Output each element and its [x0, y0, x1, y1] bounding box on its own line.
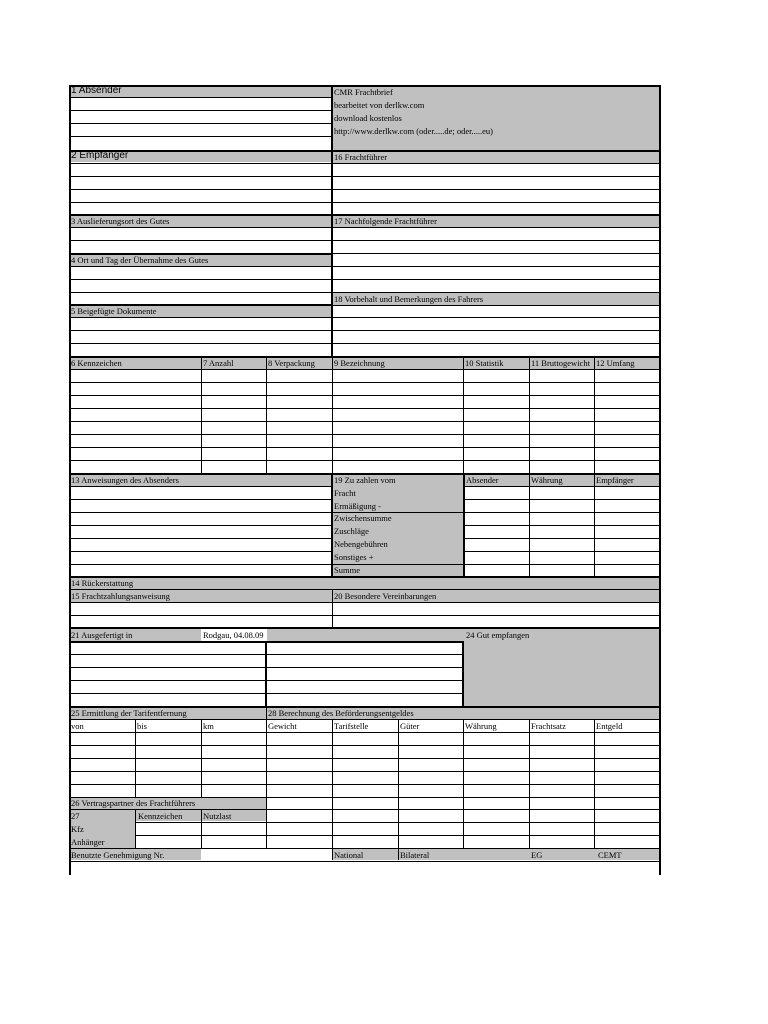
ausgefertigt-value: Rodgau, 04.08.09 [203, 630, 264, 640]
rule [70, 227, 660, 228]
zu-zahlen-label: 19 Zu zahlen vom [334, 475, 396, 485]
tariff-header-tarifstelle: Tarifstelle [334, 721, 369, 731]
genehmigung-label: Benutzte Genehmigung Nr. [71, 850, 165, 860]
nachfolgende-frachtfuehrer-label: 17 Nachfolgende Frachtführer [334, 216, 437, 226]
divider-vertical [331, 473, 333, 577]
divider-vertical [265, 641, 267, 707]
column-rule [332, 720, 333, 860]
goods-header-statistik: 10 Statistik [465, 358, 504, 368]
absender-label: 1 Absender [71, 85, 122, 96]
charge-summe: Summe [334, 565, 360, 575]
rule [70, 602, 660, 603]
rule [70, 447, 660, 448]
rule [464, 538, 660, 539]
column-rule [594, 474, 595, 577]
rule [464, 486, 660, 487]
vehicle-anhaenger: Anhänger [71, 837, 105, 847]
column-rule [266, 707, 267, 848]
column-rule [529, 357, 530, 473]
rule [332, 305, 660, 306]
rule [70, 771, 660, 772]
rule [70, 330, 660, 331]
column-rule [529, 474, 530, 577]
anweisungen-label: 13 Anweisungen des Absenders [71, 475, 179, 485]
tarifentfernung-label: 25 Ermittlung der Tarifentfernung [71, 708, 187, 718]
divider-vertical [462, 641, 464, 707]
rule [464, 525, 660, 526]
column-rule [201, 809, 202, 848]
column-rule [398, 720, 399, 860]
permit-bilateral: Bilateral [400, 850, 430, 860]
rueckerstattung-band [70, 577, 660, 589]
rule [70, 460, 660, 461]
rueckerstattung-label: 14 Rückerstattung [71, 578, 134, 588]
permit-national: National [334, 850, 364, 860]
cmr-publisher: bearbeitet von derlkw.com [334, 100, 425, 110]
column-rule [529, 720, 530, 848]
rule [70, 745, 660, 746]
goods-header-verpackung: 8 Verpackung [268, 358, 315, 368]
tariff-header-waehrung: Währung [465, 721, 497, 731]
rule [70, 110, 332, 111]
rule [70, 136, 332, 137]
rule [70, 693, 464, 694]
column-rule [201, 720, 202, 797]
rule [464, 551, 660, 552]
tariff-header-gewicht: Gewicht [268, 721, 297, 731]
charge-zuschlaege: Zuschläge [334, 526, 369, 536]
tariff-header-bis: bis [137, 721, 147, 731]
rule [70, 538, 332, 539]
goods-header-bruttogewicht: 11 Bruttogewicht [531, 358, 590, 368]
vehicle-header-kennzeichen: Kennzeichen [138, 811, 183, 821]
charge-nebengebuehren: Nebengebühren [334, 539, 388, 549]
section-rule [70, 576, 660, 578]
column-rule [266, 357, 267, 473]
frachtzahlung-label: 15 Frachtzahlungsanweisung [71, 591, 170, 601]
rule [70, 434, 660, 435]
rule [70, 525, 332, 526]
frame-right [659, 85, 661, 875]
rule [70, 240, 660, 241]
column-rule [135, 809, 136, 848]
column-rule [135, 720, 136, 797]
column-rule [332, 357, 333, 473]
column-rule [594, 720, 595, 848]
section-rule [70, 627, 660, 629]
vertragspartner-label: 26 Vertragspartner des Frachtführers [71, 798, 196, 808]
rule [70, 861, 660, 862]
empfaenger-label: 2 Empfänger [71, 150, 129, 161]
rule [332, 253, 660, 254]
rule [70, 369, 660, 370]
rule [70, 758, 660, 759]
rule [70, 784, 660, 785]
rule [70, 266, 660, 267]
rule [70, 408, 660, 409]
charge-ermaessigung: Ermäßigung - [334, 501, 381, 511]
divider-vertical [331, 85, 333, 357]
section-rule [70, 641, 464, 643]
goods-header-kennzeichen: 6 Kennzeichen [71, 358, 122, 368]
column-rule [332, 590, 333, 628]
cmr-download-note: download kostenlos [334, 113, 402, 123]
goods-header-bezeichnung: 9 Bezeichnung [334, 358, 385, 368]
rule [70, 551, 332, 552]
rule [70, 421, 660, 422]
vehicle-kfz: Kfz [71, 824, 84, 834]
vorbehalt-label: 18 Vorbehalt und Bemerkungen des Fahrers [334, 294, 484, 304]
ausgefertigt-label: 21 Ausgefertigt in [71, 630, 133, 640]
rule [70, 202, 660, 203]
charge-sonstiges: Sonstiges + [334, 552, 374, 562]
charge-zwischensumme: Zwischensumme [334, 513, 392, 523]
permit-cemt: CEMT [598, 850, 622, 860]
rule [70, 279, 660, 280]
column-rule [201, 357, 202, 473]
column-rule [463, 357, 464, 473]
vehicle-header-nutzlast: Nutzlast [203, 811, 232, 821]
payer-empfaenger: Empfänger [596, 475, 634, 485]
befoerderungsentgeld-label: 28 Berechnung des Beförderungsentgeldes [268, 708, 414, 718]
tariff-header-entgeld: Entgeld [596, 721, 623, 731]
goods-header-umfang: 12 Umfang [596, 358, 635, 368]
goods-header-anzahl: 7 Anzahl [203, 358, 234, 368]
payer-absender: Absender [466, 475, 499, 485]
payer-waehrung: Währung [531, 475, 563, 485]
field-27-label: 27 [71, 811, 80, 821]
rule [70, 615, 660, 616]
column-rule [463, 720, 464, 848]
rule [70, 163, 660, 164]
genehmigung-number-cell [201, 848, 332, 860]
rule [70, 680, 464, 681]
divider-vertical [463, 473, 465, 577]
rule [70, 499, 332, 500]
tariff-header-km: km [203, 721, 214, 731]
cmr-title: CMR Frachtbrief [334, 87, 393, 97]
tariff-header-frachtsatz: Frachtsatz [531, 721, 566, 731]
permit-eg: EG [531, 850, 543, 860]
rule [70, 667, 464, 668]
rule [70, 486, 332, 487]
dokumente-label: 5 Beigefügte Dokumente [71, 306, 157, 316]
besondere-vereinbarungen-label: 20 Besondere Vereinbarungen [334, 591, 437, 601]
rule [70, 176, 660, 177]
rule [70, 382, 660, 383]
rule [70, 123, 332, 124]
rule [70, 343, 660, 344]
rule [70, 395, 660, 396]
tariff-header-gueter: Güter [400, 721, 420, 731]
cmr-url: http://www.derlkw.com (oder.....de; oder.....eu) [334, 126, 493, 136]
ausgefertigt-header-band-right [267, 628, 464, 641]
rule [70, 317, 660, 318]
rule [464, 499, 660, 500]
rule [70, 97, 332, 98]
rule [70, 564, 660, 565]
column-rule [594, 357, 595, 473]
rule [70, 189, 660, 190]
frachtfuehrer-label: 16 Frachtführer [334, 152, 388, 162]
auslieferungsort-label: 3 Auslieferungsort des Gutes [71, 216, 170, 226]
charge-fracht: Fracht [334, 488, 356, 498]
rule [70, 732, 660, 733]
uebernahme-label: 4 Ort und Tag der Übernahme des Gutes [71, 255, 209, 265]
tariff-header-von: von [71, 721, 84, 731]
gut-empfangen-label: 24 Gut empfangen [466, 630, 530, 640]
rule [70, 654, 464, 655]
